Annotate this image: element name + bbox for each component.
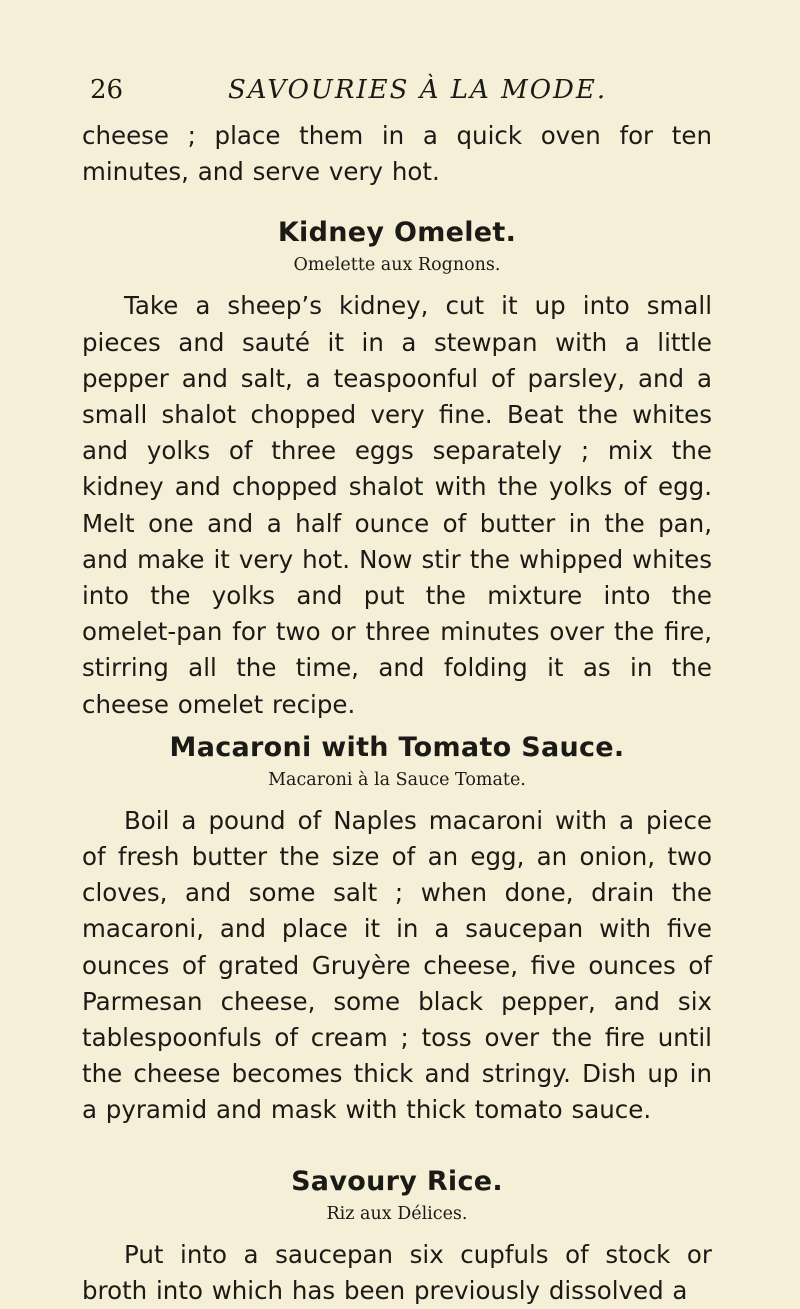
recipe-body-savoury-rice: Put into a saucepan six cupfuls of stock or broth into which has been previously dissolved a (82, 1239, 712, 1305)
page-number: 26 (90, 75, 124, 105)
recipe-subtitle-macaroni: Macaroni à la Sauce Tomate. (268, 769, 526, 790)
recipe-subtitle-savoury-rice: Riz aux Délices. (326, 1203, 468, 1224)
recipe-subtitle-kidney-omelet: Omelette aux Rognons. (293, 255, 501, 276)
continuation-text: cheese ; place them in a quick oven for ten minutes, and serve very hot. (82, 121, 712, 187)
recipe-body-kidney-omelet: Take a sheep’s kidney, cut it up into small pieces and sauté it in a stewpan with a little pepper and salt, a teaspoonful of parsley, and a small shalot chopped very fine. Beat the whites and yolks of three eggs separately ; mix the kidney and chopped shalot with the yolks of egg. Melt one and a half ounce of butter in the pan, and make it very hot. Now stir the whipped whites into the yolks and put the mixture into the omelet-pan for two or three minutes over the fire, stirring all the time, and folding it as in the cheese omelet recipe. (82, 291, 712, 719)
recipe-body-macaroni: Boil a pound of Naples macaroni with a piece of fresh butter the size of an egg, an onion, two cloves, and some salt ; when done, drain the macaroni, and place it in a saucepan with five ounces of grated Gruyère cheese, five ounces of Parmesan cheese, some black pepper, and six tablespoonfuls of cream ; toss over the fire until the cheese becomes thick and stringy. Dish up in a pyramid and mask with thick tomato sauce. (82, 805, 712, 1125)
recipe-title-savoury-rice: Savoury Rice. (291, 1165, 503, 1197)
running-title: SAVOURIES À LA MODE. (228, 75, 608, 105)
recipe-title-kidney-omelet: Kidney Omelet. (277, 217, 517, 249)
recipe-title-macaroni: Macaroni with Tomato Sauce. (169, 731, 625, 763)
running-head (82, 74, 712, 118)
